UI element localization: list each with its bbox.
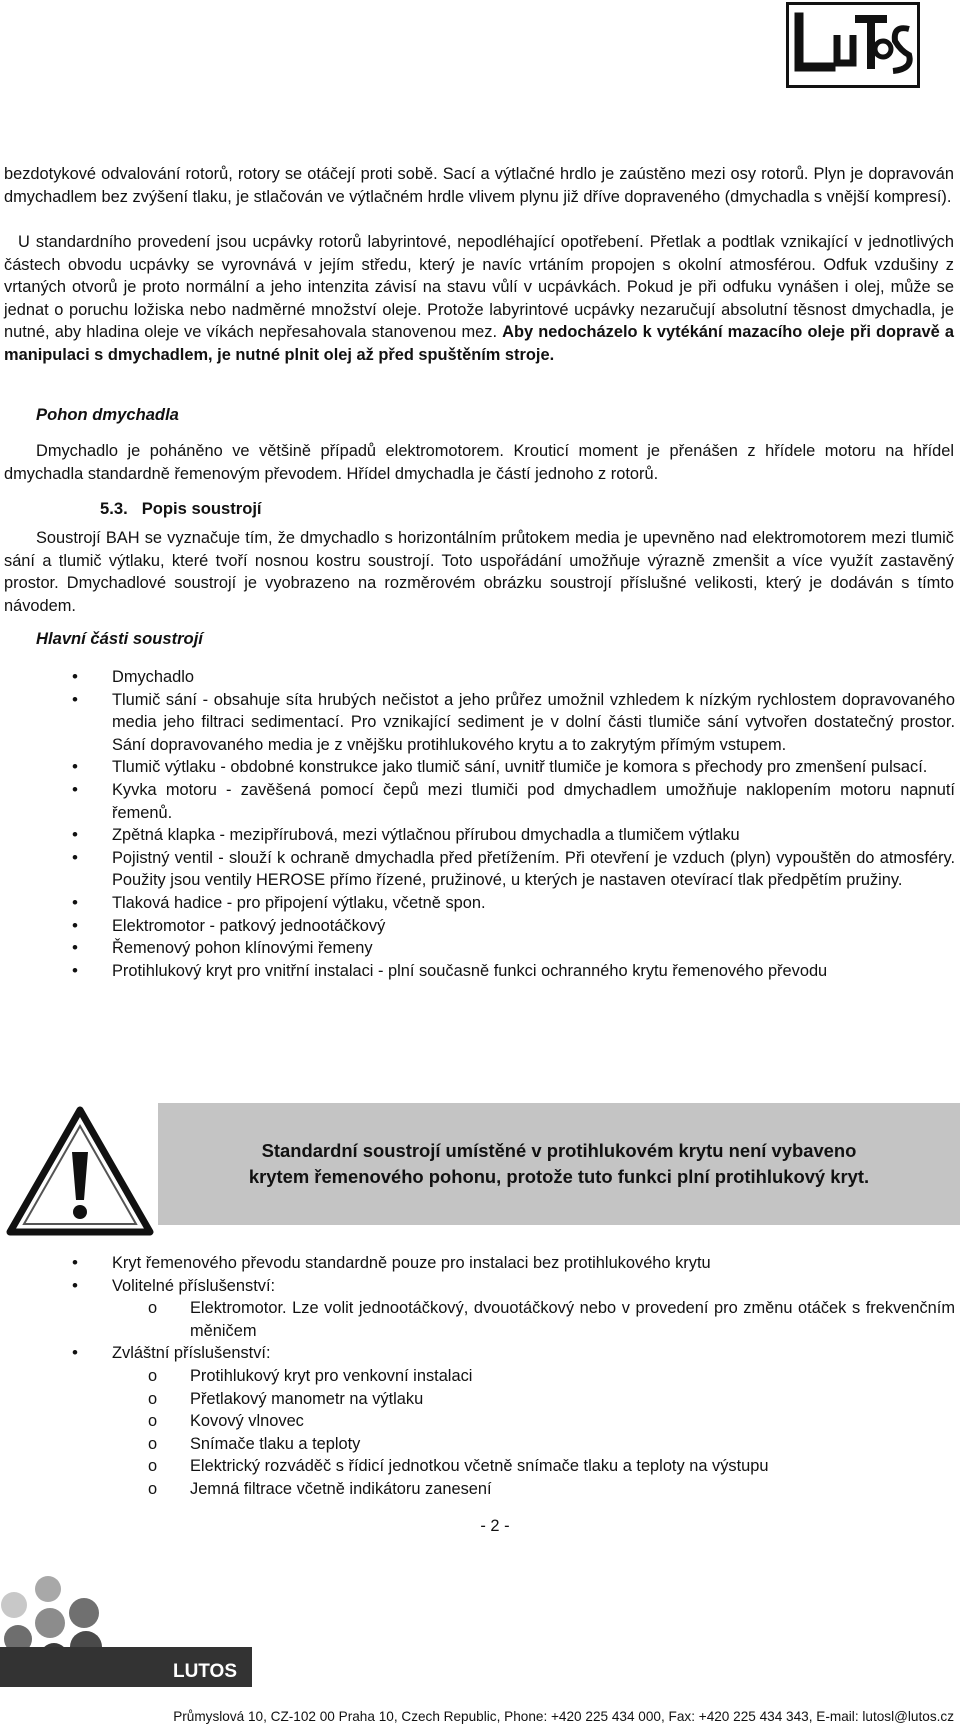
intro-paragraph-2-bold: Aby nedocházelo k vytékání mazacího oleje při dopravě a manipulaci s dmychadlem, je nutné plnit olej až před spuštěním stroje.: [4, 323, 955, 364]
sub-list-item: o Elektrický rozváděč s řídicí jednotkou včetně snímače tlaku a teploty na výstupu: [112, 1455, 955, 1478]
logo-mark-icon: [789, 5, 917, 85]
sub-list-item: o Snímače tlaku a teploty: [112, 1433, 955, 1456]
drive-paragraph: Dmychadlo je poháněno ve většině případů elektromotorem. Krouticí moment je přenášen z hřídele motoru na hřídel dmychadla standardně řemenovým převodem. Hřídel dmychadla je částí jednoho z rotorů.: [4, 442, 954, 483]
warning-line-2: krytem řemenového pohonu, protože tuto funkci plní protihlukový kryt.: [248, 1166, 870, 1187]
list-item: [0, 1275, 955, 1343]
section-heading: [100, 499, 276, 519]
section-title: Popis soustrojí: [141, 499, 262, 518]
section-number: 5.3.: [100, 499, 128, 518]
list-item: • Elektromotor - patkový jednootáčkový: [0, 915, 955, 938]
list-item: • Zpětná klapka - mezipřírubová, mezi výtlačnou přírubou dmychadla a tlumičem výtlaku: [0, 824, 955, 847]
list-item: • Tlumič sání - obsahuje síta hrubých nečistot a jeho průřez umožnil vzhledem k nízkým rychlostem dopravovaného media jeho filtraci sedimentací. Pro vznikající sediment je v dolní části tlumiče sání vytvořen dostatečný prostor. Sání dopravovaného media je z vnějšku protihlukového krytu a to zakrytým přímým vstupem.: [0, 689, 955, 757]
list-item: • Pojistný ventil - slouží k ochraně dmychadla před přetížením. Při otevření je vzduch (plyn) vypouštěn do atmosféry. Použity jsou ventily HEROSE přímo řízené, pružinové, u kterých je nastaven otevírací tlak předpětím pružiny.: [0, 847, 955, 892]
sub-list-item: o Přetlakový manometr na výtlaku: [112, 1388, 955, 1411]
svg-text:LuToS: LuToS: [789, 5, 792, 6]
list-item: • Řemenový pohon klínovými řemeny: [0, 937, 955, 960]
list-item: [0, 1342, 955, 1500]
warning-box: [158, 1103, 960, 1225]
footer-logo-text: LUTOS: [172, 1661, 238, 1682]
list-item: • Tlaková hadice - pro připojení výtlaku, včetně spon.: [0, 892, 955, 915]
list-item: • Kryt řemenového převodu standardně pouze pro instalaci bez protihlukového krytu: [0, 1252, 955, 1275]
drive-heading: Pohon dmychadla: [36, 405, 179, 424]
sub-list-item: o Elektromotor. Lze volit jednootáčkový, dvouotáčkový nebo v provedení pro změnu otáček s frekvenčním měničem: [112, 1297, 955, 1342]
main-parts-heading: Hlavní části soustrojí: [36, 629, 203, 648]
list-item: • Tlumič výtlaku - obdobné konstrukce jako tlumič sání, uvnitř tlumiče je komora s přechody pro zmenšení pulsací.: [0, 756, 955, 779]
sub-list-item: o Kovový vlnovec: [112, 1410, 955, 1433]
optional-accessories-list: [112, 1297, 955, 1342]
special-accessories-label: Zvláštní příslušenství:: [112, 1344, 271, 1363]
intro-paragraph-2: [4, 231, 954, 367]
warning-triangle-icon: [6, 1104, 154, 1239]
sub-list-item: o Protihlukový kryt pro venkovní instalaci: [112, 1365, 955, 1388]
section-paragraph: Soustrojí BAH se vyznačuje tím, že dmychadlo s horizontálním průtokem media je upevněno nad elektromotorem mezi tlumič sání a tlumič výtlaku, které tvoří nosnou kostru soustrojí. Toto uspořádání umožňuje výrazně zmenšit a více využít zastavěný prostor. Dmychadlové soustrojí je vyobrazeno na rozměrovém obrázku soustrojí příslušné velikosti, který je dodáván s tímto návodem.: [4, 529, 954, 615]
main-parts-list: [0, 666, 955, 982]
list-item: • Kyvka motoru - zavěšená pomocí čepů mezi tlumiči pod dmychadlem umožňuje naklopením motoru napnutí řemenů.: [0, 779, 955, 824]
list-item: • Dmychadlo: [0, 666, 955, 689]
sub-list-item: o Jemná filtrace včetně indikátoru zanesení: [112, 1478, 955, 1501]
footer-logo: [0, 1575, 260, 1690]
company-logo: [786, 2, 920, 88]
warning-line-1: Standardní soustrojí umístěné v protihlukovém krytu není vybaveno: [261, 1140, 857, 1161]
special-accessories-list: [112, 1365, 955, 1501]
page-number: - 2 -: [480, 1517, 510, 1535]
intro-paragraph-1: bezdotykové odvalování rotorů, rotory se otáčejí proti sobě. Sací a výtlačné hrdlo je zaústěno mezi osy rotorů. Plyn je dopravován dmychadlem bez zvýšení tlaku, je stlačován ve výtlačném hrdle vlivem plynu již dříve dopraveného (dmychadla s vnější kompresí).: [4, 165, 954, 206]
footer-contact: Průmyslová 10, CZ-102 00 Praha 10, Czech Republic, Phone: +420 225 434 000, Fax: +420 225 434 343, E-mail: lutosl@lutos.cz: [173, 1709, 954, 1724]
list-item: • Protihlukový kryt pro vnitřní instalaci - plní současně funkci ochranného krytu řemenového převodu: [0, 960, 955, 983]
intro-paragraph-2-text: U standardního provedení jsou ucpávky rotorů labyrintové, nepodléhající opotřebení. Přetlak a podtlak vznikající v jednotlivých částech obvodu ucpávky se vyrovnává v jejím středu, který je navíc vrtáním propojen s okolní atmosférou. Odfuk vzdušiny z vrtaných otvorů je proto normální a jeho intenzita závisí na stavu vůlí v ucpávkách. Pokud je při odfuku vynášen i olej, může se jednat o poruchu ložiska nebo nadměrné množství oleje. Protože labyrintové ucpávky nezaručují absolutní těsnost dmychadla, je nutné, aby hladina oleje ve víkách nepřesahovala stanovenou mez.: [4, 233, 954, 342]
accessories-list: [0, 1252, 955, 1501]
optional-accessories-label: Volitelné příslušenství:: [112, 1276, 276, 1295]
